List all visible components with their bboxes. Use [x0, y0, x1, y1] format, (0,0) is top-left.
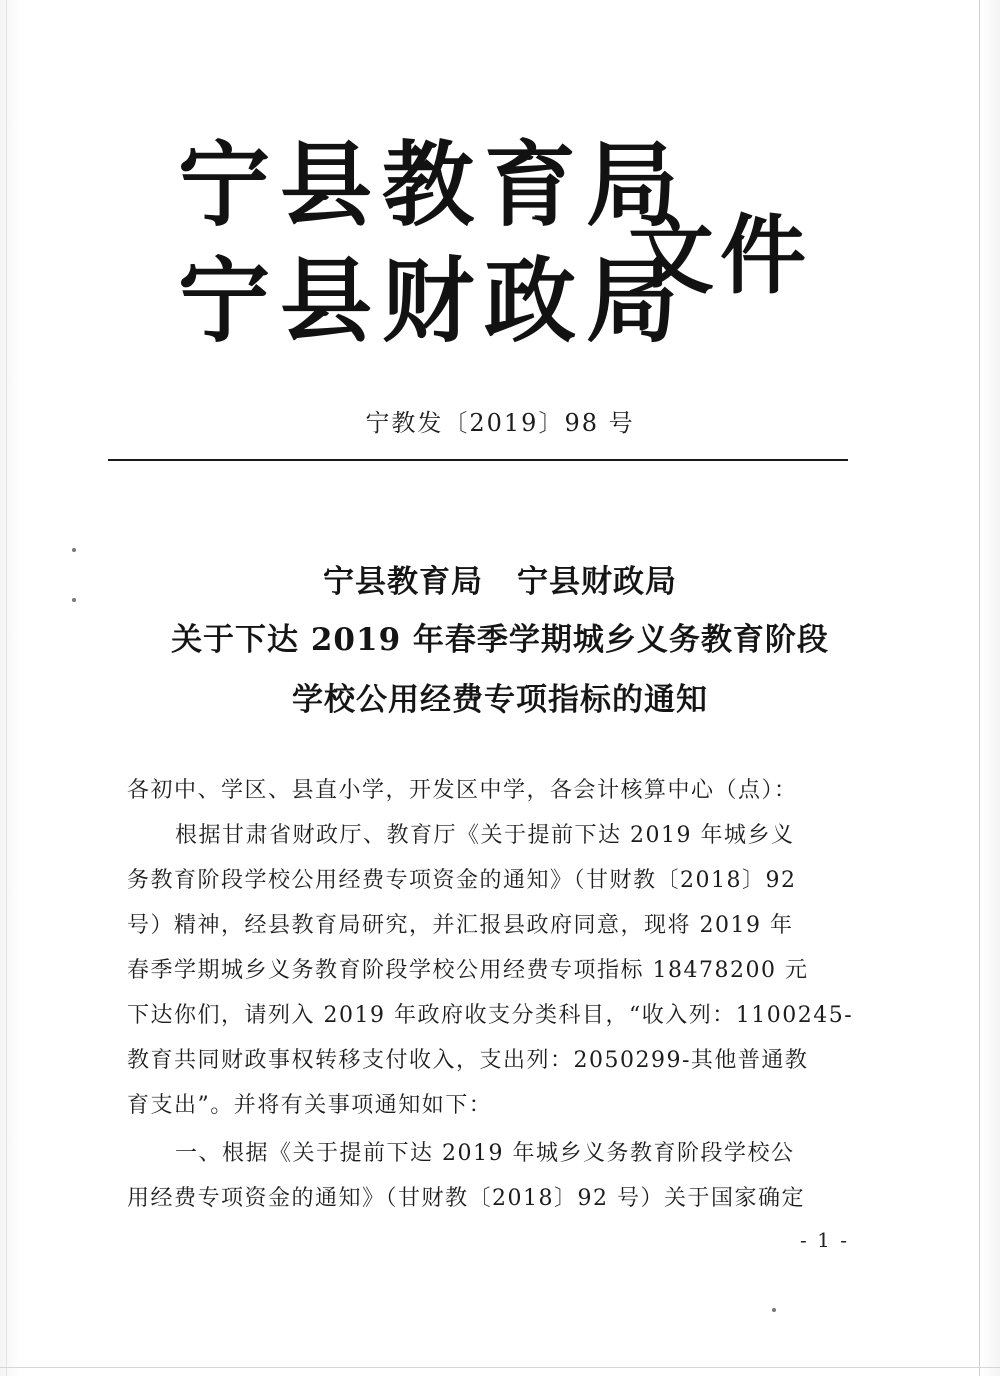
paragraph-line: 务教育阶段学校公用经费专项资金的通知》（甘财教〔2018〕92: [127, 868, 797, 893]
paragraph-2: [127, 1131, 849, 1221]
title-org-education: 宁县教育局: [323, 564, 483, 600]
paragraph-line: 用经费专项资金的通知》（甘财教〔2018〕92 号）关于国家确定: [127, 1186, 805, 1211]
paragraph-line: 根据甘肃省财政厅、教育厅《关于提前下达 2019 年城乡义: [175, 823, 795, 848]
title-line-1: [0, 556, 1000, 601]
header-divider: [108, 459, 848, 461]
document-header: [178, 128, 818, 368]
document-label: 文件: [628, 206, 812, 306]
page-number: - 1 -: [800, 1228, 849, 1252]
salutation: 各初中、学区、县直小学，开发区中学，各会计核算中心（点）：: [127, 778, 798, 803]
scan-speck: [772, 1308, 776, 1312]
paragraph-1: [127, 813, 854, 1128]
paragraph-line: 春季学期城乡义务教育阶段学校公用经费专项指标 18478200 元: [127, 958, 809, 983]
paragraph-line: 育支出”。并将有关事项通知如下：: [127, 1093, 493, 1118]
scan-speck: [72, 598, 76, 602]
title-line-2: 关于下达 2019 年春季学期城乡义务教育阶段: [171, 622, 829, 658]
scan-bottom-edge: [0, 1367, 1000, 1368]
issuing-org-education: 宁县教育局: [178, 132, 689, 239]
title-line-3: 学校公用经费专项指标的通知: [292, 682, 708, 718]
scan-speck: [72, 548, 76, 552]
title-org-finance: 宁县财政局: [517, 564, 677, 600]
paragraph-line: 号）精神，经县教育局研究，并汇报县政府同意，现将 2019 年: [127, 913, 794, 938]
issuing-org-finance: 宁县财政局: [178, 248, 689, 355]
paragraph-line: 教育共同财政事权转移支付收入，支出列：2050299-其他普通教: [127, 1048, 809, 1073]
document-number: 宁教发〔2019〕98 号: [365, 409, 635, 437]
paragraph-line: 一、根据《关于提前下达 2019 年城乡义务教育阶段学校公: [175, 1141, 795, 1166]
paragraph-line: 下达你们，请列入 2019 年政府收支分类科目，“收入列：1100245-: [127, 1003, 854, 1028]
